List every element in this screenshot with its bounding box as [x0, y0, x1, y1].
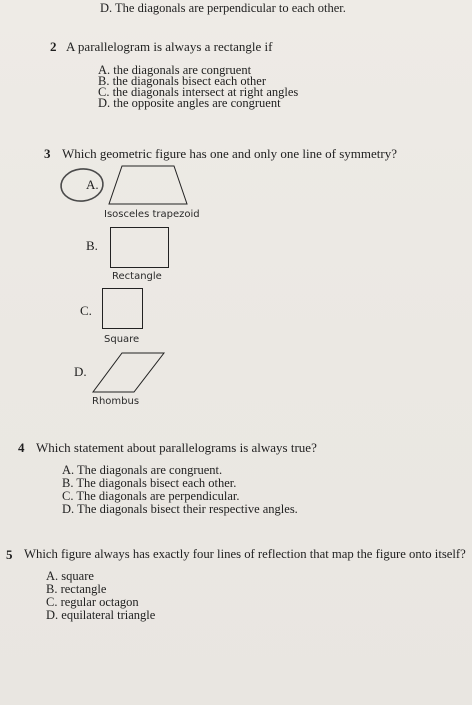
question-2-option-b[interactable]: B. the diagonals bisect each other	[98, 74, 266, 88]
question-5-option-b[interactable]: B. rectangle	[46, 582, 107, 596]
question-3-choice-a-caption: Isosceles trapezoid	[104, 209, 200, 220]
question-3-choice-b-letter[interactable]: B.	[86, 238, 98, 253]
question-4-text: Which statement about parallelograms is always true?	[36, 440, 317, 455]
question-3-choice-c-caption: Square	[104, 334, 140, 345]
question-3-choice-d-letter[interactable]: D.	[74, 364, 87, 379]
trapezoid-icon[interactable]	[108, 165, 188, 205]
question-5-option-c[interactable]: C. regular octagon	[46, 595, 139, 609]
square-icon[interactable]	[102, 288, 144, 330]
question-2-option-a[interactable]: A. the diagonals are congruent	[98, 63, 252, 77]
question-5-option-d[interactable]: D. equilateral triangle	[46, 608, 156, 622]
question-4-option-d[interactable]: D. The diagonals bisect their respective angles.	[62, 502, 298, 516]
question-2-text: A parallelogram is always a rectangle if	[66, 39, 273, 54]
question-4-option-b[interactable]: B. The diagonals bisect each other.	[62, 476, 237, 490]
question-3-choice-a-letter[interactable]: A.	[86, 177, 99, 192]
previous-question-option-d: D. The diagonals are perpendicular to each other.	[100, 1, 346, 15]
question-3-number: 3	[44, 146, 51, 161]
rectangle-icon[interactable]	[110, 227, 170, 269]
question-4-option-a[interactable]: A. The diagonals are congruent.	[62, 463, 223, 477]
question-3-choice-d-caption: Rhombus	[92, 396, 140, 407]
question-2-option-c[interactable]: C. the diagonals intersect at right angles	[98, 85, 299, 99]
question-3-choice-b-caption: Rectangle	[112, 271, 162, 282]
question-3-choice-c-letter[interactable]: C.	[80, 303, 92, 318]
question-4-number: 4	[18, 440, 25, 455]
question-2-number: 2	[50, 39, 57, 54]
question-2-option-d[interactable]: D. the opposite angles are congruent	[98, 96, 281, 110]
rhombus-icon[interactable]	[92, 352, 166, 394]
question-5-number: 5	[6, 547, 13, 562]
question-4-option-c[interactable]: C. The diagonals are perpendicular.	[62, 489, 240, 503]
question-5-text: Which figure always has exactly four lines of reflection that map the figure onto itself?	[24, 547, 466, 561]
question-5-option-a[interactable]: A. square	[46, 569, 94, 583]
question-3-text: Which geometric figure has one and only one line of symmetry?	[62, 146, 398, 161]
